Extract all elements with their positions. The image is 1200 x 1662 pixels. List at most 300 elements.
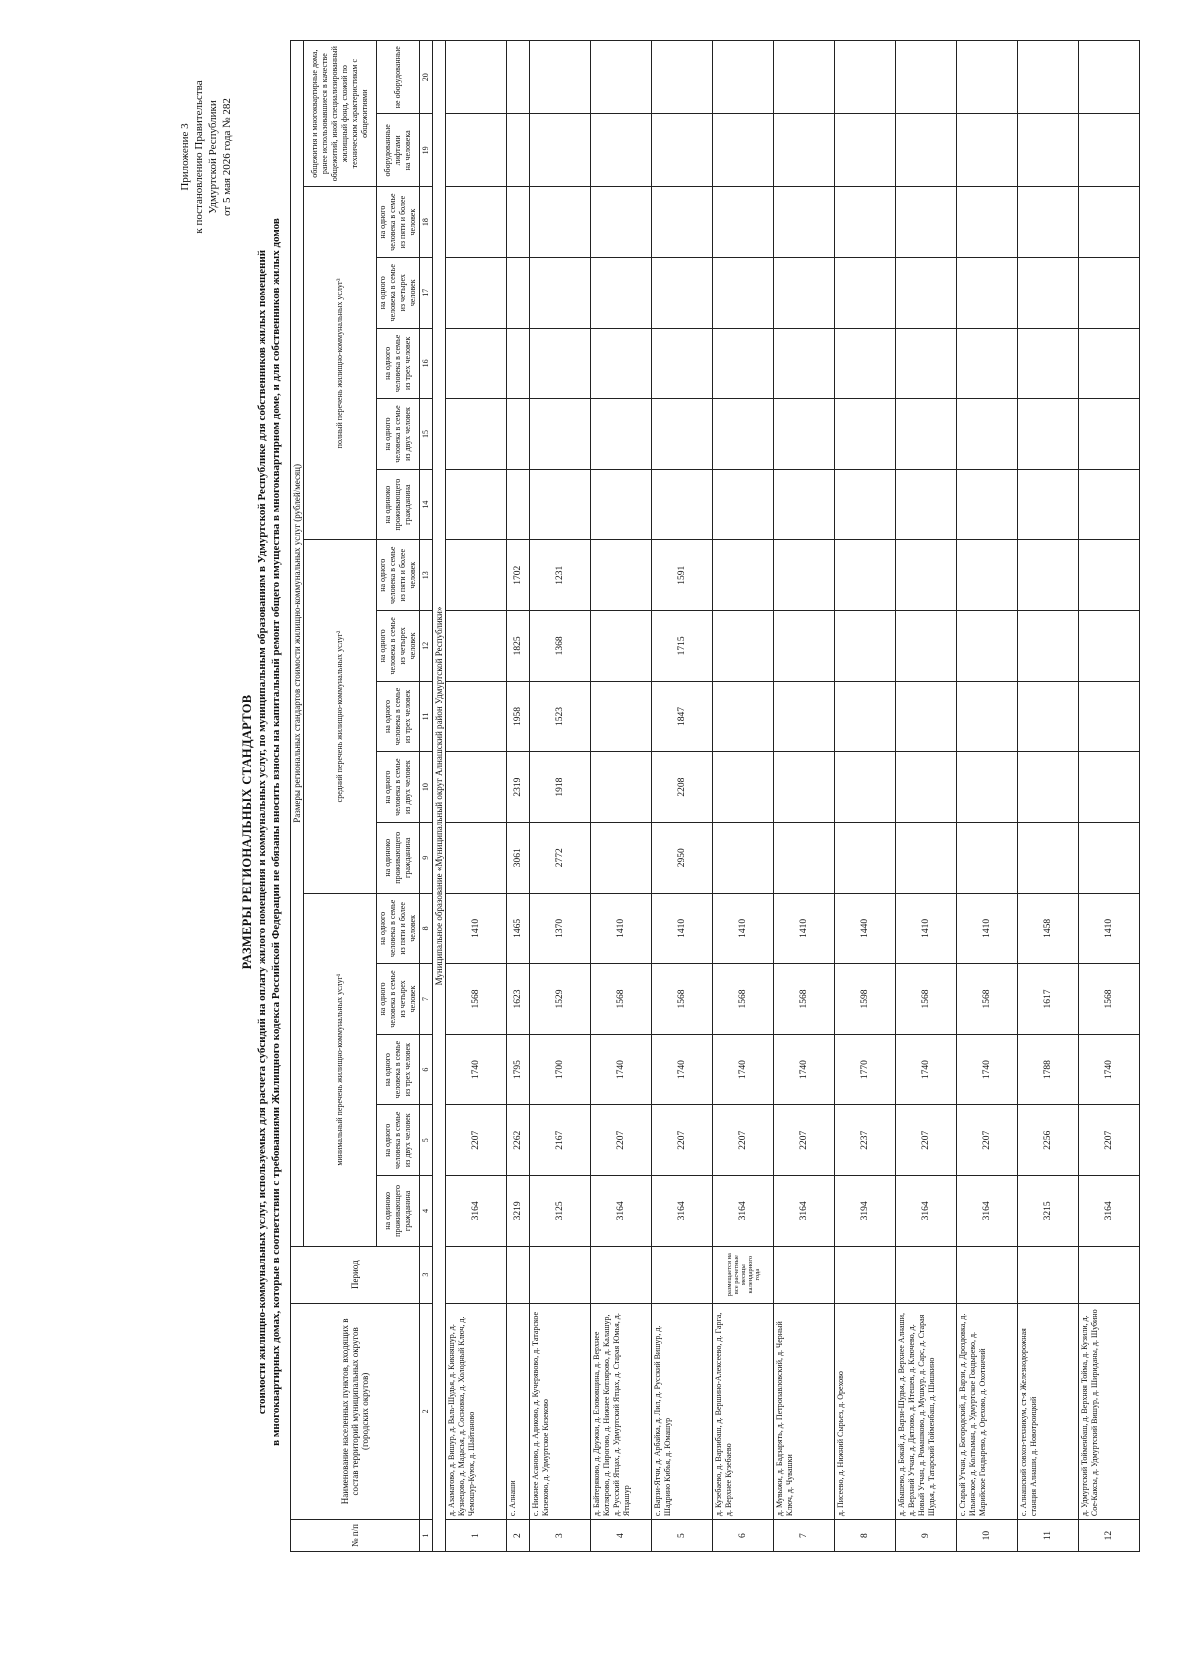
mid-value [713,822,774,893]
min-value: 1568 [591,964,652,1035]
header-min-single: на одиноко проживающего гражданина [377,1176,420,1247]
min-value: 1740 [957,1034,1018,1105]
mid-value [713,611,774,682]
full-value [446,399,507,470]
mid-value: 1847 [652,681,713,752]
full-value [652,399,713,470]
min-value: 1740 [652,1034,713,1105]
mid-value [835,822,896,893]
min-value: 2262 [507,1105,530,1176]
table-row [591,41,652,1552]
mid-value: 1918 [530,752,591,823]
dorm-nolift-value [591,41,652,114]
min-value: 3164 [774,1176,835,1247]
full-value [1018,399,1079,470]
dorm-lift-value [1018,114,1079,187]
min-value: 1568 [713,964,774,1035]
mid-value [835,540,896,611]
mid-value: 2208 [652,752,713,823]
mid-value [591,822,652,893]
mid-value [835,752,896,823]
row-period [1079,1246,1140,1303]
row-period [652,1246,713,1303]
row-number: 5 [652,1520,713,1552]
header-num: № п/п [291,1520,420,1552]
mid-value: 1825 [507,611,530,682]
full-value [774,399,835,470]
min-value: 1370 [530,893,591,964]
header-no-lift: не оборудованные [377,41,420,114]
full-value [591,328,652,399]
appendix-line-4: от 5 мая 2026 года № 282 [221,98,233,216]
full-value [1018,469,1079,540]
row-settlements: д. Мувыжи, д. Бадзарять, д. Петропавловский, д. Черный Ключ, д. Чувашки [774,1303,835,1519]
mid-value [591,752,652,823]
min-value: 1568 [896,964,957,1035]
full-value [652,328,713,399]
min-value: 1568 [957,964,1018,1035]
min-value: 2207 [652,1105,713,1176]
full-value [957,399,1018,470]
row-number: 8 [835,1520,896,1552]
min-value: 2207 [446,1105,507,1176]
min-value: 3125 [530,1176,591,1247]
full-value [446,187,507,258]
mid-value [591,681,652,752]
full-value [835,469,896,540]
column-index: 10 [420,752,433,823]
min-value: 1568 [446,964,507,1035]
full-value [591,187,652,258]
dorm-nolift-value [713,41,774,114]
column-index: 6 [420,1034,433,1105]
table-row [507,41,530,1552]
full-value [896,187,957,258]
appendix-line-2: к постановлению Правительства [193,80,205,234]
min-value: 1410 [591,893,652,964]
table-row [774,41,835,1552]
min-value: 3164 [652,1176,713,1247]
min-value: 3164 [1079,1176,1140,1247]
min-value: 2207 [896,1105,957,1176]
header-with-lift: оборудованные лифтами на человека [377,114,420,187]
full-value [507,469,530,540]
min-value: 1410 [1079,893,1140,964]
header-mid-two: на одного человека в семье из двух человек [377,752,420,823]
full-value [1079,187,1140,258]
row-settlements: д. Удмуртский Тойменбаш, д. Верхняя Тойма, д. Кузили, д. Сое-Каксы, д. Удмуртский Вишур, д. Шириданы, д. Шубино [1079,1303,1140,1519]
min-value: 3215 [1018,1176,1079,1247]
column-index: 3 [420,1246,433,1303]
column-index: 4 [420,1176,433,1247]
full-value [652,187,713,258]
full-value [1079,399,1140,470]
mid-value [1079,822,1140,893]
header-mid-list: средний перечень жилищно-коммунальных услуг² [304,540,377,893]
full-value [713,328,774,399]
mid-value [1018,822,1079,893]
full-value [1079,469,1140,540]
mid-value: 1231 [530,540,591,611]
min-value: 3164 [713,1176,774,1247]
mid-value [774,611,835,682]
header-min-four: на одного человека в семье из четырех человек [377,964,420,1035]
row-settlements: д. Абышево, д. Бокай, д. Варзи-Шудья, д. Верхнее Алнаши, д. Верхний Утчан, д. Дятлово, д. Итешев, д. Ключево, д. Новый Утчан, д. Ромашково, д. Мушкур, д. Сарс, д. Старая Шудья, д. Татарский Тойменбаш, д. Шишкино [896,1303,957,1519]
row-period [957,1246,1018,1303]
row-period [591,1246,652,1303]
table-row [446,41,507,1552]
table-row [652,41,713,1552]
full-value [774,328,835,399]
mid-value [896,540,957,611]
mid-value: 1523 [530,681,591,752]
dorm-lift-value [957,114,1018,187]
full-value [774,257,835,328]
min-value: 1740 [446,1034,507,1105]
dorm-nolift-value [507,41,530,114]
header-name: Наименование населенных пунктов, входящих в состав территорий муниципальных округов (городских округов) [291,1303,420,1519]
row-number: 6 [713,1520,774,1552]
mid-value [957,540,1018,611]
header-min-five: на одного человека в семье из пяти и более человек [377,893,420,964]
column-index: 9 [420,822,433,893]
column-index: 8 [420,893,433,964]
table-row [896,41,957,1552]
min-value: 1410 [957,893,1018,964]
dorm-nolift-value [446,41,507,114]
mid-value: 1702 [507,540,530,611]
min-value: 1529 [530,964,591,1035]
mid-value [896,611,957,682]
standards-table [290,40,1140,1552]
dorm-nolift-value [774,41,835,114]
mid-value [446,611,507,682]
appendix-line-1: Приложение 3 [179,123,191,191]
row-settlements: д. Байтеряково, д. Дружки, д. Елововщина, д. Верхнее Котлярово, д. Пирогово, д. Нижнее Котлярово, д. Калашур, д. Русский Ятцах, д. Удмуртский Ятцах, д. Старая Юмья, д. Ятцашур [591,1303,652,1519]
mid-value: 1715 [652,611,713,682]
full-value [652,469,713,540]
mid-value: 2772 [530,822,591,893]
dorm-nolift-value [957,41,1018,114]
municipality-row: Муниципальное образование «Муниципальный округ Алнашский район Удмуртской Республики» [433,41,446,1552]
mid-value [1079,752,1140,823]
min-value: 1440 [835,893,896,964]
min-value: 3164 [896,1176,957,1247]
table-row [1079,41,1140,1552]
full-value [1018,328,1079,399]
full-value [957,187,1018,258]
full-value [957,328,1018,399]
row-period [1018,1246,1079,1303]
full-value [591,399,652,470]
column-index: 16 [420,328,433,399]
mid-value: 3061 [507,822,530,893]
mid-value [774,681,835,752]
full-value [507,328,530,399]
mid-value [896,822,957,893]
full-value [446,257,507,328]
column-index: 1 [420,1520,433,1552]
full-value [713,257,774,328]
row-period [507,1246,530,1303]
min-value: 1740 [774,1034,835,1105]
full-value [507,399,530,470]
min-value: 3194 [835,1176,896,1247]
mid-value [774,822,835,893]
document-subtitle-1: стоимости жилищно-коммунальных услуг, используемых для расчета субсидий на оплату жилого помещения и коммунальных услуг, по муниципальным образованиям в Удмуртской Республике для собственников жилых помещений [256,249,268,1415]
row-number: 4 [591,1520,652,1552]
column-index: 11 [420,681,433,752]
row-settlements: с. Старый Утчан, д. Богородский, д. Варзи, д. Дроздовка, д. Ильинское, д. Колтыман, д. Удмуртское Гондырево, д. Марийское Гондырево, д. Орехово, д. Охотничий [957,1303,1018,1519]
min-value: 1410 [774,893,835,964]
min-value: 3164 [957,1176,1018,1247]
full-value [530,469,591,540]
min-value: 1410 [446,893,507,964]
dorm-nolift-value [835,41,896,114]
full-value [957,257,1018,328]
mid-value [446,540,507,611]
min-value: 1568 [652,964,713,1035]
mid-value [835,611,896,682]
mid-value [1018,540,1079,611]
header-dorm: общежития и многоквартирные дома, ранее использовавшиеся в качестве общежитий, иной специализированный жилищный фонд, схожий по техническим характеристикам с общежитиями [304,41,377,187]
full-value [896,399,957,470]
header-mid-three: на одного человека в семье из трех человек [377,681,420,752]
min-value: 1740 [713,1034,774,1105]
row-period [896,1246,957,1303]
header-min-three: на одного человека в семье из трех человек [377,1034,420,1105]
dorm-lift-value [446,114,507,187]
full-value [1079,257,1140,328]
full-value [530,328,591,399]
row-period [835,1246,896,1303]
table-row [530,41,591,1552]
table-row [1018,41,1079,1552]
min-value: 2207 [713,1105,774,1176]
mid-value [713,752,774,823]
header-sizes: Размеры региональных стандартов стоимости жилищно-коммунальных услуг (рублей/месяц) [291,41,304,1247]
document-subtitle-2: в многоквартирных домах, которые в соответствии с требованиями Жилищного кодекса Российской Федерации не обязаны вносить взносы на капитальный ремонт общего имущества в многоквартирном доме, и для собственников жилых домов [270,218,282,1446]
header-period: Период [291,1246,420,1303]
min-value: 1410 [896,893,957,964]
row-settlements: с. Алнаши [507,1303,530,1519]
full-value [446,328,507,399]
mid-value [1079,681,1140,752]
mid-value [446,752,507,823]
min-value: 1458 [1018,893,1079,964]
mid-value [957,822,1018,893]
column-index: 14 [420,469,433,540]
row-settlements: с. Варзи-Ятчи, д. Арбайка, д. Лил, д. Русский Вишур, д. Шадрино Кибья, д. Юмашур [652,1303,713,1519]
dorm-lift-value [530,114,591,187]
appendix-block [178,42,234,272]
full-value [896,469,957,540]
row-number: 12 [1079,1520,1140,1552]
column-index: 17 [420,257,433,328]
full-value [835,328,896,399]
full-value [713,469,774,540]
row-settlements: с. Алнашский совхоз-техникум, ст-я Железнодорожная станция Алнаши, д. Новотроицкий [1018,1303,1079,1519]
full-value [591,257,652,328]
full-value [446,469,507,540]
min-value: 2207 [774,1105,835,1176]
header-full-five: на одного человека в семье из пяти и более человек [377,187,420,258]
min-value: 1410 [652,893,713,964]
mid-value [957,681,1018,752]
full-value [896,328,957,399]
full-value [774,469,835,540]
full-value [507,257,530,328]
table-row [835,41,896,1552]
mid-value [896,752,957,823]
row-period [446,1246,507,1303]
min-value: 1617 [1018,964,1079,1035]
column-index: 5 [420,1105,433,1176]
column-index: 2 [420,1303,433,1519]
min-value: 1740 [896,1034,957,1105]
mid-value [774,540,835,611]
dorm-lift-value [835,114,896,187]
min-value: 1568 [1079,964,1140,1035]
min-value: 2207 [1079,1105,1140,1176]
header-full-two: на одного человека в семье из двух человек [377,399,420,470]
min-value: 1568 [774,964,835,1035]
dorm-lift-value [507,114,530,187]
full-value [507,187,530,258]
dorm-lift-value [1079,114,1140,187]
full-value [530,257,591,328]
header-mid-four: на одного человека в семье из четырех человек [377,611,420,682]
header-full-list: полный перечень жилищно-коммунальных услуг³ [304,187,377,540]
row-period [774,1246,835,1303]
mid-value: 1368 [530,611,591,682]
mid-value [835,681,896,752]
row-settlements: с. Нижнее Асаново, д. Адиково, д. Кучерявово, д. Татарское Кизеково, д. Удмуртское Кизеково [530,1303,591,1519]
header-full-single: на одиноко проживающего гражданина [377,469,420,540]
header-mid-single: на одиноко проживающего гражданина [377,822,420,893]
min-value: 1465 [507,893,530,964]
column-index: 19 [420,114,433,187]
min-value: 1740 [1079,1034,1140,1105]
table-row [957,41,1018,1552]
mid-value [446,822,507,893]
min-value: 1410 [713,893,774,964]
mid-value: 1591 [652,540,713,611]
row-number: 1 [446,1520,507,1552]
full-value [1079,328,1140,399]
full-value [835,257,896,328]
mid-value [713,681,774,752]
mid-value [957,752,1018,823]
min-value: 3164 [591,1176,652,1247]
min-value: 1788 [1018,1034,1079,1105]
row-settlements: д. Писеево, д. Нижний Сырьез, д. Орехово [835,1303,896,1519]
full-value [1018,187,1079,258]
min-value: 2167 [530,1105,591,1176]
row-number: 2 [507,1520,530,1552]
column-index: 13 [420,540,433,611]
mid-value [957,611,1018,682]
dorm-nolift-value [652,41,713,114]
mid-value [896,681,957,752]
column-index: 15 [420,399,433,470]
mid-value [446,681,507,752]
dorm-nolift-value [530,41,591,114]
dorm-lift-value [713,114,774,187]
row-number: 11 [1018,1520,1079,1552]
min-value: 1598 [835,964,896,1035]
min-value: 1623 [507,964,530,1035]
dorm-lift-value [591,114,652,187]
min-value: 1740 [591,1034,652,1105]
full-value [1018,257,1079,328]
header-mid-five: на одного человека в семье из пяти и более человек [377,540,420,611]
column-index: 20 [420,41,433,114]
full-value [530,399,591,470]
header-min-two: на одного человека в семье из двух человек [377,1105,420,1176]
row-settlements: д. Кузебаево, д. Варзибаш, д. Вершино-Алексеево, д. Гарга, д. Верхнее Кузебаево [713,1303,774,1519]
dorm-nolift-value [1018,41,1079,114]
full-value [835,399,896,470]
mid-value [774,752,835,823]
mid-value [1018,681,1079,752]
column-index: 7 [420,964,433,1035]
mid-value [1079,540,1140,611]
mid-value: 1958 [507,681,530,752]
header-min-list: минимальный перечень жилищно-коммунальных услуг¹ [304,893,377,1246]
min-value: 1700 [530,1034,591,1105]
dorm-lift-value [652,114,713,187]
dorm-nolift-value [896,41,957,114]
row-period [530,1246,591,1303]
min-value: 1770 [835,1034,896,1105]
mid-value [1079,611,1140,682]
mid-value [1018,752,1079,823]
min-value: 3164 [446,1176,507,1247]
row-number: 7 [774,1520,835,1552]
min-value: 2256 [1018,1105,1079,1176]
full-value [896,257,957,328]
full-value [713,399,774,470]
header-full-three: на одного человека в семье из трех человек [377,328,420,399]
column-index: 18 [420,187,433,258]
row-number: 10 [957,1520,1018,1552]
mid-value [591,611,652,682]
full-value [957,469,1018,540]
min-value: 2207 [957,1105,1018,1176]
row-period: размещается на все расчетные месяцы календарного года [713,1246,774,1303]
row-settlements: д. Азаматово, д. Вишур, д. Валь-Шудья, д. Кикняшур, д. Кузнецово, д. Мадасья, д. Сосновка, д. Холодный Ключ, д. Чемошур-Куюк, д. Шайтаново [446,1303,507,1519]
full-value [591,469,652,540]
appendix-line-3: Удмуртской Республики [207,100,219,214]
document-title: РАЗМЕРЫ РЕГИОНАЛЬНЫХ СТАНДАРТОВ [240,694,254,970]
mid-value: 2319 [507,752,530,823]
row-number: 9 [896,1520,957,1552]
dorm-nolift-value [1079,41,1140,114]
full-value [774,187,835,258]
mid-value [713,540,774,611]
dorm-lift-value [896,114,957,187]
min-value: 2237 [835,1105,896,1176]
row-number: 3 [530,1520,591,1552]
full-value [835,187,896,258]
mid-value [591,540,652,611]
min-value: 2207 [591,1105,652,1176]
min-value: 3219 [507,1176,530,1247]
mid-value [1018,611,1079,682]
min-value: 1795 [507,1034,530,1105]
full-value [652,257,713,328]
